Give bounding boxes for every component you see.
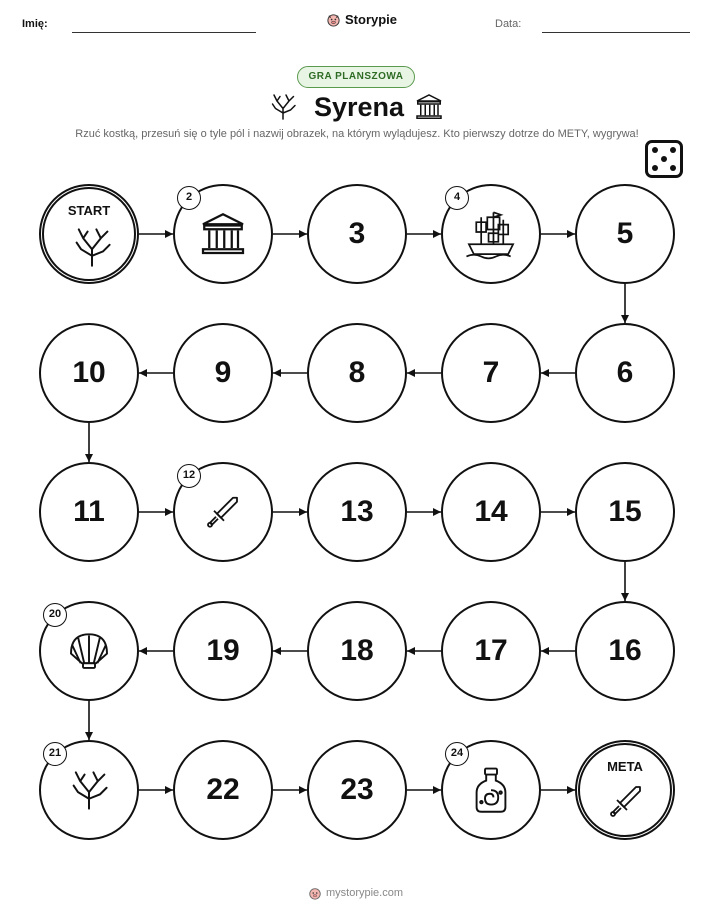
board-cell — [173, 740, 273, 840]
brand-name: Storypie — [345, 12, 398, 27]
dagger-icon — [606, 781, 646, 826]
cell-number: 9 — [214, 356, 232, 389]
cell-number-badge: 2 — [177, 186, 201, 210]
arrowhead — [165, 508, 173, 516]
cell-number-badge: 24 — [445, 742, 469, 766]
cell-caption: META — [607, 759, 643, 774]
name-label: Imię: — [22, 18, 48, 30]
arrowhead — [299, 508, 307, 516]
game-type-badge: GRA PLANSZOWA — [297, 66, 415, 88]
coral-icon — [70, 225, 114, 274]
arrowhead — [567, 508, 575, 516]
cell-number: 15 — [608, 495, 642, 528]
cell-number-badge: 12 — [177, 464, 201, 488]
finish-cell — [575, 740, 675, 840]
arrowhead — [299, 786, 307, 794]
cell-number: 16 — [608, 634, 642, 667]
shell-icon — [65, 627, 113, 680]
arrowhead — [621, 315, 629, 323]
cell-caption: START — [67, 203, 111, 218]
cell-number: 14 — [474, 495, 508, 528]
cell-number: 11 — [73, 495, 105, 528]
arrowhead — [85, 454, 93, 462]
arrowhead — [273, 369, 281, 377]
cell-number: 5 — [616, 217, 634, 250]
board-cell — [575, 323, 675, 423]
cell-number: 22 — [206, 773, 240, 806]
cell-number: 6 — [616, 356, 634, 389]
cell-number: 3 — [348, 217, 366, 250]
cell-number: 8 — [348, 356, 366, 389]
board-cell — [441, 462, 541, 562]
arrowhead — [567, 786, 575, 794]
board-cell — [575, 462, 675, 562]
game-title: Syrena — [314, 92, 405, 122]
board-cell — [39, 462, 139, 562]
board-cell — [307, 323, 407, 423]
potion-icon — [469, 766, 513, 819]
board-cell — [173, 323, 273, 423]
instructions: Rzuć kostką, przesuń się o tyle pól i nazwij obrazek, na którym wylądujesz. Kto pierwszy dotrze do METY, wygrywa! — [75, 128, 639, 140]
footer-site: mystorypie.com — [326, 887, 404, 899]
arrowhead — [85, 732, 93, 740]
date-label: Data: — [495, 18, 522, 30]
cell-number-badge: 21 — [43, 742, 67, 766]
arrowhead — [567, 230, 575, 238]
arrowhead — [433, 786, 441, 794]
board-cell — [307, 740, 407, 840]
arrowhead — [273, 647, 281, 655]
arrowhead — [407, 369, 415, 377]
cell-number-badge: 4 — [445, 186, 469, 210]
arrowhead — [433, 508, 441, 516]
board-cell — [307, 184, 407, 284]
board-cell — [307, 601, 407, 701]
board-cell — [173, 601, 273, 701]
cell-number-badge: 20 — [43, 603, 67, 627]
board-cell — [307, 462, 407, 562]
arrowhead — [407, 647, 415, 655]
arrowhead — [621, 593, 629, 601]
cell-number: 18 — [340, 634, 374, 667]
footer — [308, 886, 403, 900]
cell-number: 19 — [206, 634, 240, 667]
ship-icon — [464, 207, 518, 266]
cell-number: 7 — [482, 356, 500, 389]
start-cell — [39, 184, 139, 284]
arrowhead — [165, 230, 173, 238]
arrowhead — [139, 647, 147, 655]
board-cell — [441, 601, 541, 701]
board-cell — [39, 323, 139, 423]
dagger-icon — [203, 492, 243, 537]
board-cell — [575, 184, 675, 284]
cell-number: 10 — [72, 356, 106, 389]
cell-number: 17 — [474, 634, 508, 667]
cell-number: 13 — [340, 495, 374, 528]
board-cell — [441, 323, 541, 423]
cell-number: 23 — [340, 773, 374, 806]
arrowhead — [541, 647, 549, 655]
temple-icon — [198, 209, 248, 264]
arrowhead — [541, 369, 549, 377]
arrowhead — [433, 230, 441, 238]
board-cell — [575, 601, 675, 701]
arrowhead — [299, 230, 307, 238]
arrowhead — [139, 369, 147, 377]
pig-mascot-icon — [308, 886, 322, 900]
arrowhead — [165, 786, 173, 794]
coral-icon — [67, 768, 111, 817]
